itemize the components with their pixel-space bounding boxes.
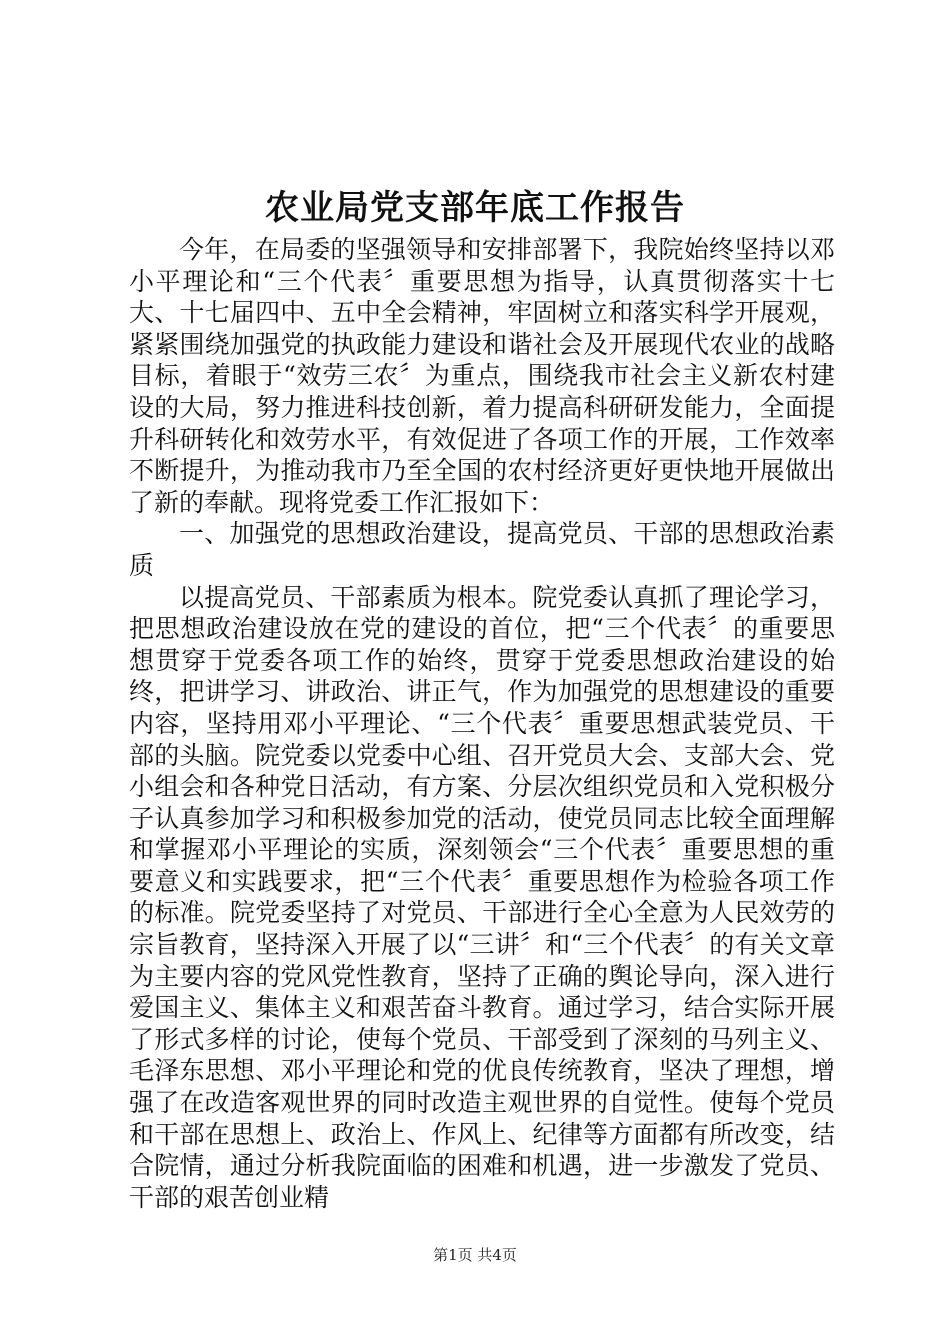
section-1-paragraph: 以提高党员、干部素质为根本。院党委认真抓了理论学习，把思想政治建设放在党的建设的首位，把“三个代表〞的重要思想贯穿于党委各项工作的始终，贯穿于党委思想政治建设的始终，把讲学习、讲政治、讲正气，作为加强党的思想建设的重要内容，坚持用邓小平理论、“三个代表〞重要思想武装党员、干部的头脑。院党委以党委中心组、召开党员大会、支部大会、党小组会和各种党日活动，有方案、分层次组织党员和入党积极分子认真参加学习和积极参加党的活动，使党员同志比较全面理解和掌握邓小平理论的实质，深刻领会“三个代表〞重要思想的重要意义和实践要求，把“三个代表〞重要思想作为检验各项工作的标准。院党委坚持了对党员、干部进行全心全意为人民效劳的宗旨教育，坚持深入开展了以“三讲〞和“三个代表〞的有关文章为主要内容的党风党性教育，坚持了正确的舆论导向，深入进行爱国主义、集体主义和艰苦奋斗教育。通过学习，结合实际开展了形式多样的讨论，使每个党员、干部受到了深刻的马列主义、毛泽东思想、邓小平理论和党的优良传统教育，坚决了理想，增强了在改造客观世界的同时改造主观世界的自觉性。使每个党员和干部在思想上、政治上、作风上、纪律等方面都有所改变，结合院情，通过分析我院面临的困难和机遇，进一步激发了党员、干部的艰苦创业精	[129, 582, 835, 1212]
page-number-footer: 第1页 共4页	[433, 1246, 517, 1264]
intro-paragraph: 今年，在局委的坚强领导和安排部署下，我院始终坚持以邓小平理论和“三个代表〞重要思想为指导，认真贯彻落实十七大、十七届四中、五中全会精神，牢固树立和落实科学开展观，紧紧围绕加强党的执政能力建设和谐社会及开展现代农业的战略目标，着眼于“效劳三农〞为重点，围绕我市社会主义新农村建设的大局，努力推进科技创新，着力提高科研研发能力，全面提升科研转化和效劳水平，有效促进了各项工作的开展，工作效率不断提升，为推动我市乃至全国的农村经济更好更快地开展做出了新的奉献。现将党委工作汇报如下：	[129, 235, 835, 517]
document-body	[129, 234, 835, 1213]
section-heading-1: 一、加强党的思想政治建设，提高党员、干部的思想政治素质	[129, 519, 835, 580]
document-title: 农业局党支部年底工作报告	[265, 188, 685, 228]
